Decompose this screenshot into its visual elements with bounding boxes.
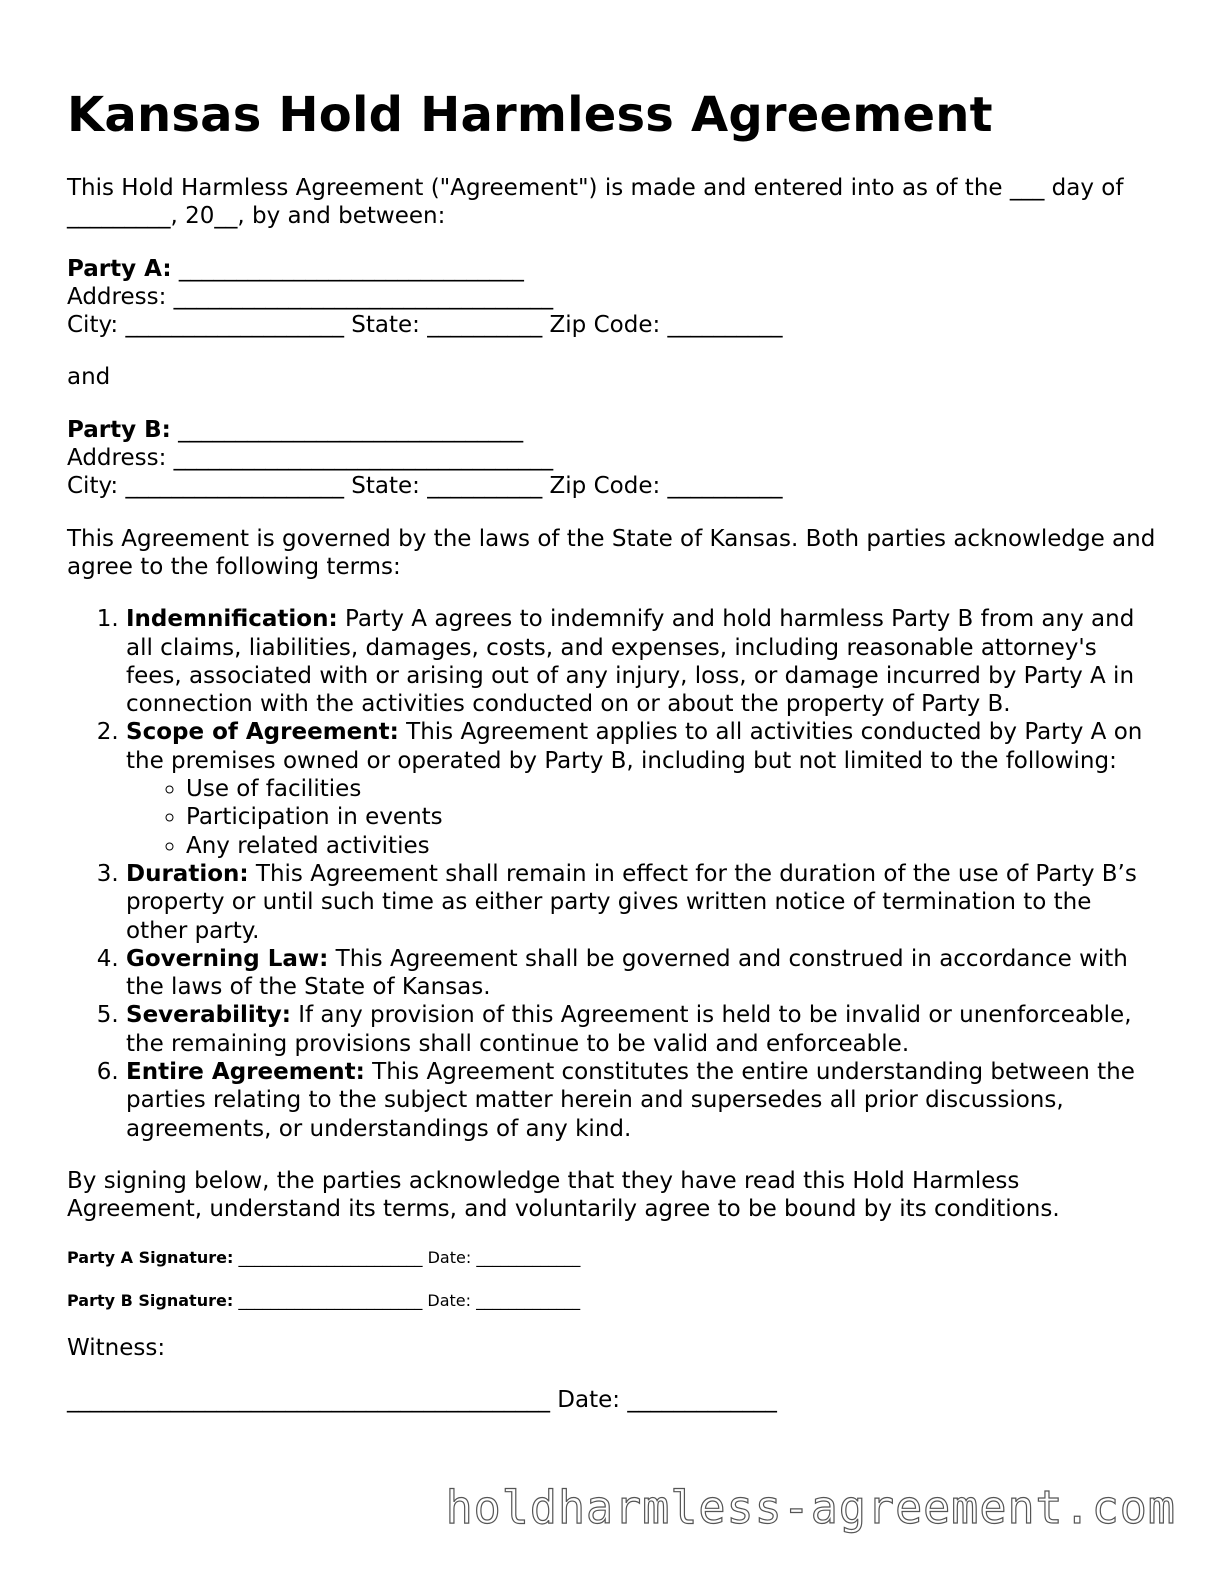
term-heading: Severability:: [126, 1002, 291, 1029]
governing-intro: This Agreement is governed by the laws of the State of Kansas. Both parties acknowledge and agree to the following terms:: [67, 525, 1156, 580]
term-item: [126, 718, 1157, 859]
party-a-city-line: City: ___________________ State: __________ Zip Code: __________: [67, 312, 783, 339]
scope-sublist: [126, 775, 1157, 860]
term-item: [126, 1001, 1157, 1058]
intro-paragraph: This Hold Harmless Agreement ("Agreement") is made and entered into as of the ___ day of _________, 20__, by and between:: [67, 175, 1124, 230]
scope-subitem: ◦ Participation in events: [186, 803, 1157, 831]
term-heading: Governing Law:: [126, 945, 329, 972]
scope-subitem: ◦ Any related activities: [186, 832, 1157, 860]
term-text: Party A agrees to indemnify and hold harmless Party B from any and all claims, liabilities, damages, costs, and expenses, including reasonable attorney's fees, associated with or arising out of any injury, loss, or damage incurred by Party A in connection with the activities conducted on or about the property of Party B.: [126, 606, 1135, 718]
party-b-label: Party B:: [67, 416, 171, 443]
term-item: [126, 945, 1157, 1002]
party-b-address-line: Address: _________________________________: [67, 445, 554, 472]
watermark: holdharmless-agreement.com: [445, 1481, 1176, 1534]
document-page: [67, 0, 1157, 1414]
witness-label: Witness:: [67, 1334, 166, 1361]
closing-paragraph: By signing below, the parties acknowledge that they have read this Hold Harmless Agreement, understand its terms, and voluntarily agree to be bound by its conditions.: [67, 1167, 1060, 1223]
scope-subitem: ◦ Use of facilities: [186, 775, 1157, 803]
terms-list: [67, 605, 1157, 1143]
party-a-name-blank: ______________________________: [171, 255, 524, 282]
term-heading: Duration:: [126, 860, 249, 887]
party-a-block: [67, 255, 1157, 340]
term-item: [126, 860, 1157, 945]
term-text: This Agreement constitutes the entire understanding between the parties relating to the subject matter herein and supersedes all prior discussions, agreements, or understandings of any kind.: [126, 1059, 1135, 1142]
term-text: This Agreement shall be governed and construed in accordance with the laws of the State of Kansas.: [126, 945, 1128, 1001]
party-a-signature-line: [67, 1248, 1157, 1267]
term-heading: Entire Agreement:: [126, 1059, 365, 1086]
party-b-city-line: City: ___________________ State: __________ Zip Code: __________: [67, 473, 783, 500]
party-b-signature-blank: _______________________ Date: _____________: [233, 1290, 581, 1310]
document-title: Kansas Hold Harmless Agreement: [67, 87, 993, 143]
term-item: [126, 605, 1157, 718]
party-a-name-line: [67, 255, 1157, 283]
party-b-block: [67, 416, 1157, 501]
witness-signature-line: __________________________________________ Date: _____________: [67, 1386, 777, 1413]
party-a-label: Party A:: [67, 255, 172, 282]
party-b-name-blank: ______________________________: [170, 416, 524, 443]
term-item: [126, 1058, 1157, 1143]
party-a-address-line: Address: _________________________________: [67, 283, 554, 310]
party-a-signature-label: Party A Signature:: [67, 1247, 234, 1267]
party-b-signature-label: Party B Signature:: [67, 1290, 234, 1310]
term-heading: Scope of Agreement:: [126, 719, 399, 746]
term-text: This Agreement applies to all activities conducted by Party A on the premises owned or operated by Party B, including but not limited to the following:: [126, 719, 1143, 774]
party-a-signature-blank: _______________________ Date: _____________: [233, 1247, 581, 1267]
term-text: If any provision of this Agreement is held to be invalid or unenforceable, the remaining provisions shall continue to be valid and enforceable.: [126, 1002, 1132, 1057]
party-b-name-line: [67, 416, 1157, 444]
term-heading: Indemnification:: [126, 606, 338, 633]
and-text: and: [67, 364, 111, 391]
party-b-signature-line: [67, 1291, 1157, 1310]
term-text: This Agreement shall remain in effect for the duration of the use of Party B’s property or until such time as either party gives written notice of termination to the other party.: [126, 860, 1137, 944]
